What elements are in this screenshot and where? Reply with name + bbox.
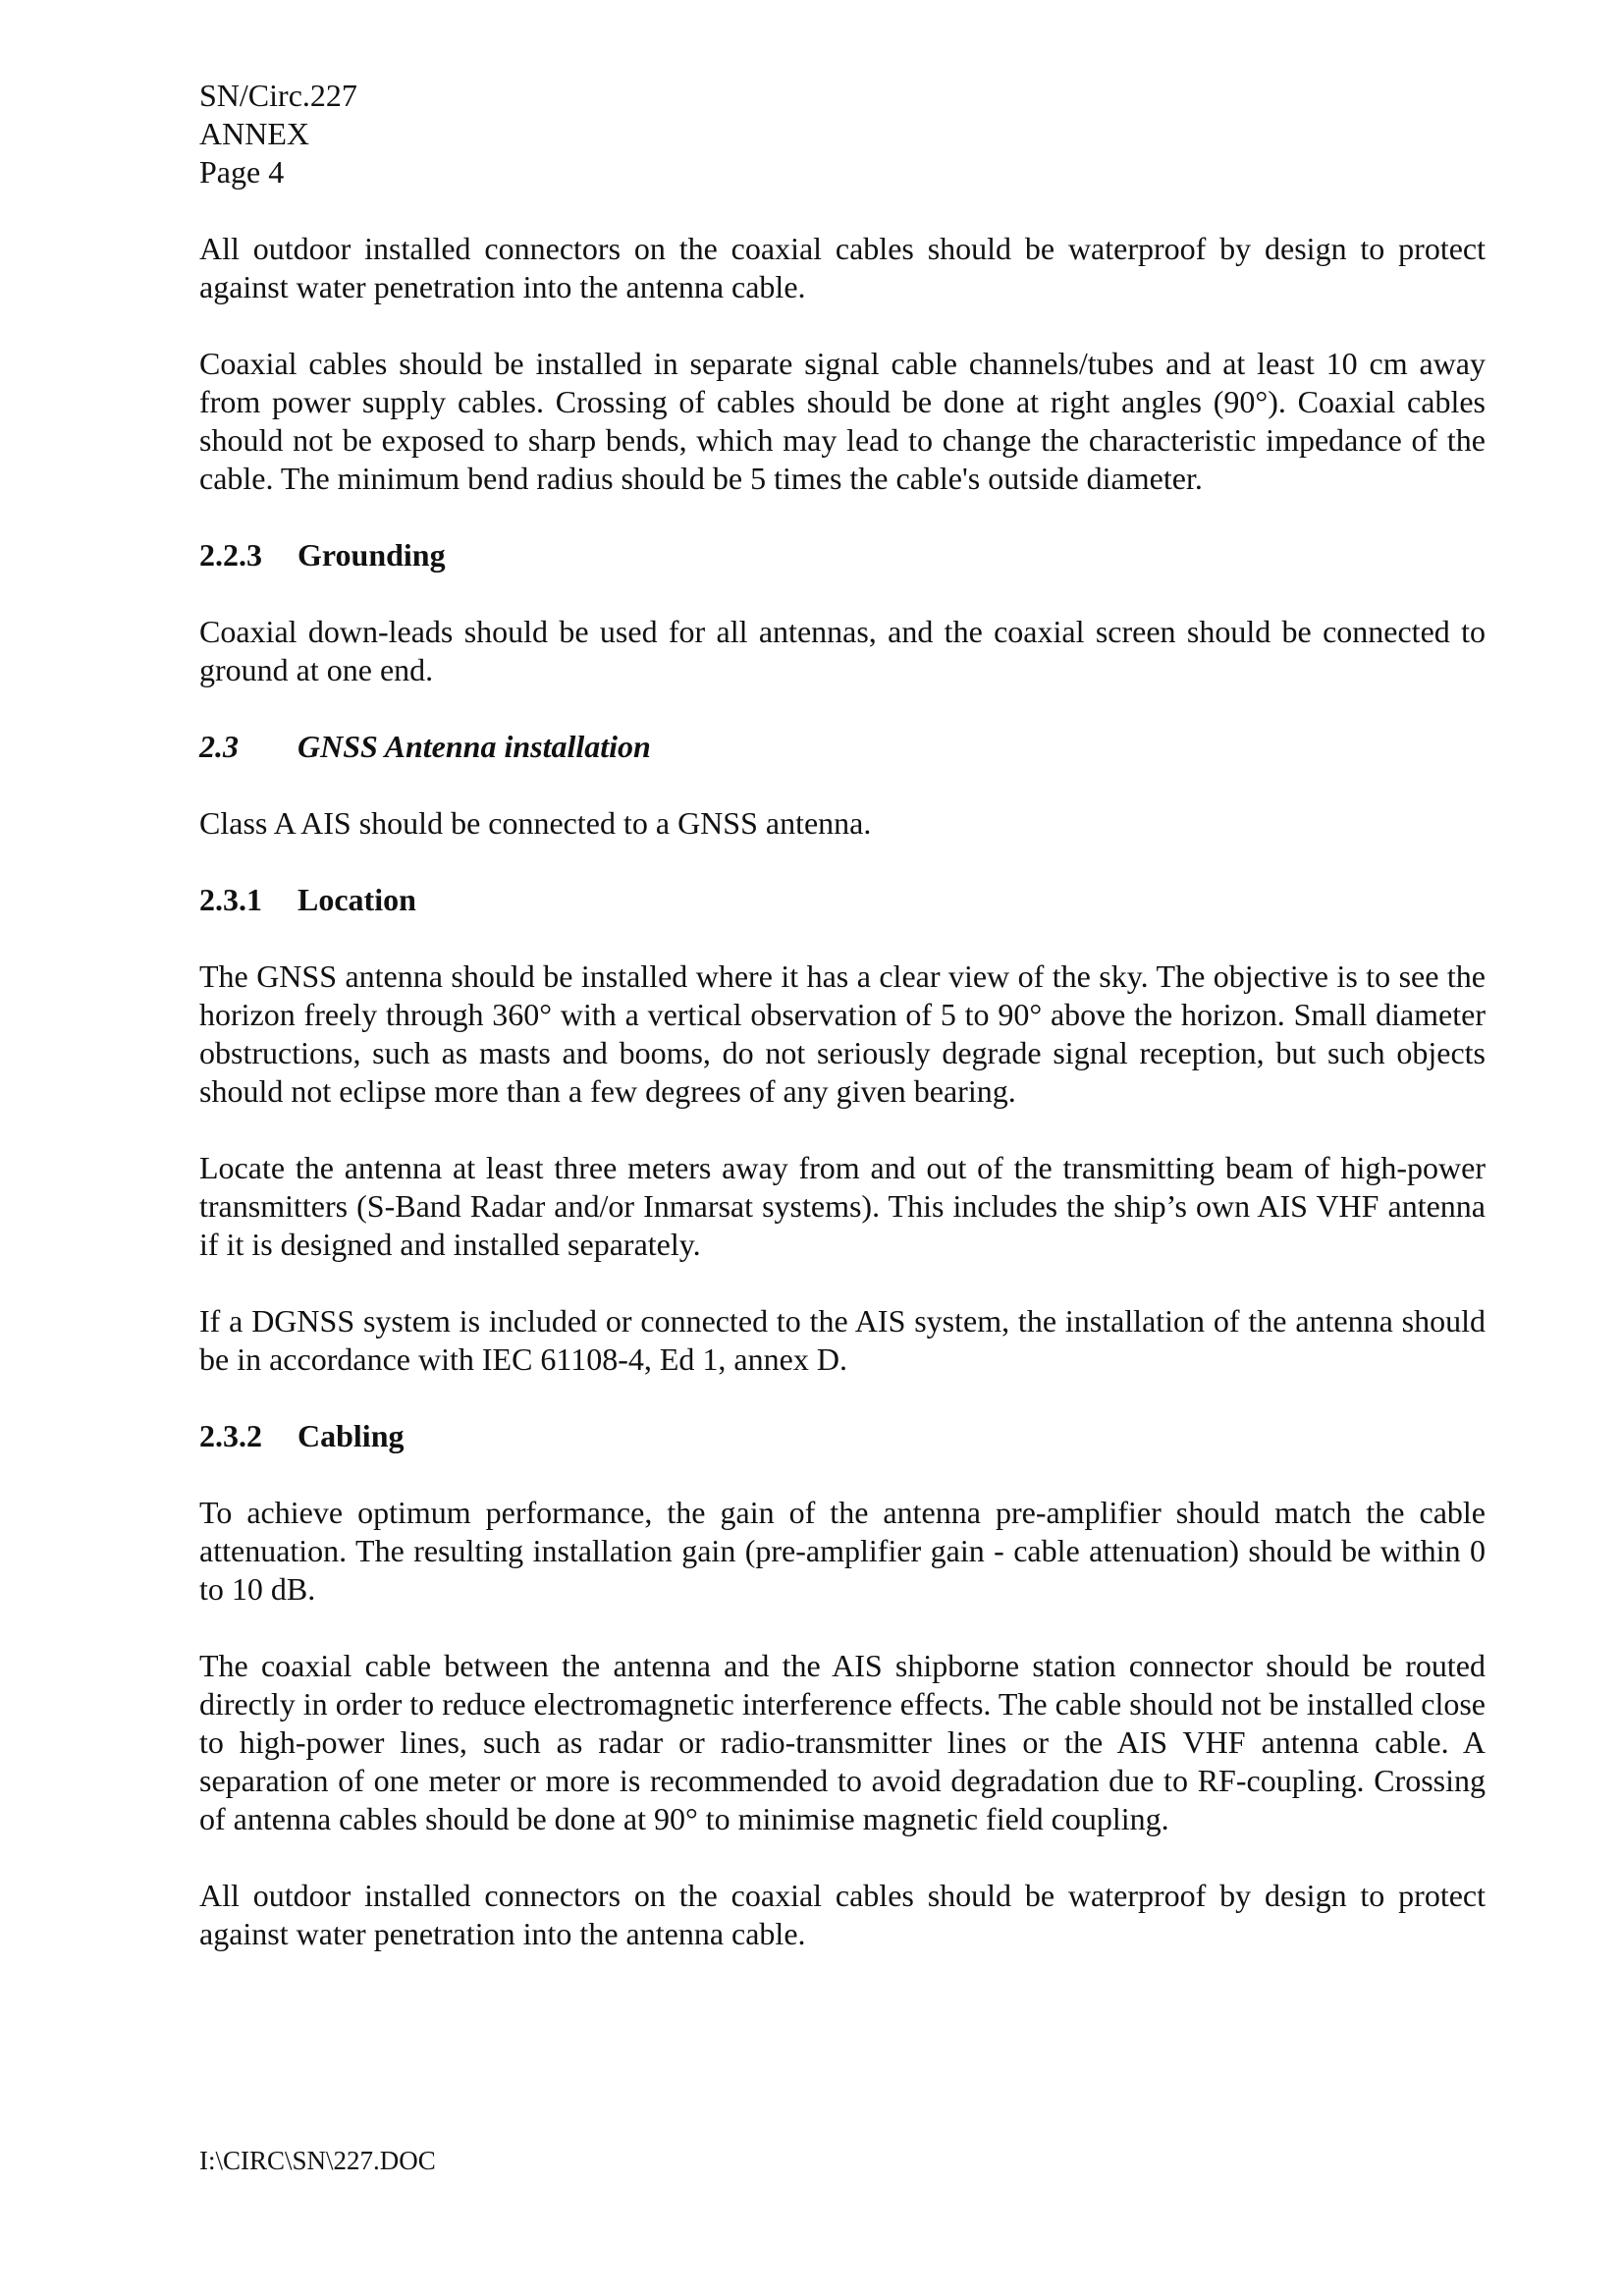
heading-number: 2.3.2 <box>199 1418 262 1453</box>
paragraph-outdoor-connectors-repeat: All outdoor installed connectors on the coaxial cables should be waterproof by design to protect against water penetration into the antenna cable. <box>199 1878 1486 1951</box>
heading-number: 2.3.1 <box>199 882 262 917</box>
heading-number: 2.3 <box>199 729 239 764</box>
heading-gnss-antenna-installation <box>199 728 1486 766</box>
paragraph-outdoor-connectors: All outdoor installed connectors on the coaxial cables should be waterproof by design to protect against water penetration into the antenna cable. <box>199 231 1486 304</box>
heading-location <box>199 881 1486 919</box>
heading-title: Location <box>297 882 416 917</box>
heading-cabling <box>199 1417 1486 1455</box>
footer-file-path: I:\CIRC\SN\227.DOC <box>199 2146 436 2175</box>
heading-title: Cabling <box>297 1418 405 1453</box>
paragraph-cable-routing: The coaxial cable between the antenna and the AIS shipborne station connector should be routed directly in order to reduce electromagnetic interference effects. The cable should not be installed close to high-power lines, such as radar or radio-transmitter lines or the AIS VHF antenna cable. A separation of one meter or more is recommended to avoid degradation due to RF-coupling. Crossing of antenna cables should be done at 90° to minimise magnetic field coupling. <box>199 1648 1486 1836</box>
paragraph-gnss-location: The GNSS antenna should be installed where it has a clear view of the sky. The objective is to see the horizon freely through 360° with a vertical observation of 5 to 90° above the horizon. Small diameter obstructions, such as masts and booms, do not seriously degrade signal reception, but such objects should not eclipse more than a few degrees of any given bearing. <box>199 958 1486 1109</box>
document-page <box>199 77 1486 1992</box>
heading-title: Grounding <box>297 537 446 573</box>
annex-label: ANNEX <box>199 116 309 151</box>
paragraph-antenna-distance: Locate the antenna at least three meters away from and out of the transmitting beam of high-power transmitters (S-Band Radar and/or Inmarsat systems). This includes the ship’s own AIS VHF antenna if it is designed and installed separately. <box>199 1150 1486 1262</box>
paragraph-optimum-performance: To achieve optimum performance, the gain of the antenna pre-amplifier should match the cable attenuation. The resulting installation gain (pre-amplifier gain - cable attenuation) should be within 0 to 10 dB. <box>199 1495 1486 1607</box>
paragraph-dgnss: If a DGNSS system is included or connected to the AIS system, the installation of the antenna should be in accordance with IEC 61108-4, Ed 1, annex D. <box>199 1303 1486 1377</box>
circular-reference: SN/Circ.227 <box>199 78 357 113</box>
heading-title: GNSS Antenna installation <box>297 729 651 764</box>
heading-grounding <box>199 536 1486 574</box>
paragraph-class-a-ais: Class A AIS should be connected to a GNSS antenna. <box>199 805 872 841</box>
paragraph-grounding: Coaxial down-leads should be used for all antennas, and the coaxial screen should be connected to ground at one end. <box>199 614 1486 687</box>
heading-number: 2.2.3 <box>199 537 262 573</box>
document-header <box>199 77 1486 191</box>
page-number: Page 4 <box>199 154 285 190</box>
paragraph-coaxial-installation: Coaxial cables should be installed in separate signal cable channels/tubes and at least 10 cm away from power supply cables. Crossing of cables should be done at right angles (90°). Coaxial cables should not be exposed to sharp bends, which may lead to change the characteristic impedance of the cable. The minimum bend radius should be 5 times the cable's outside diameter. <box>199 346 1486 496</box>
